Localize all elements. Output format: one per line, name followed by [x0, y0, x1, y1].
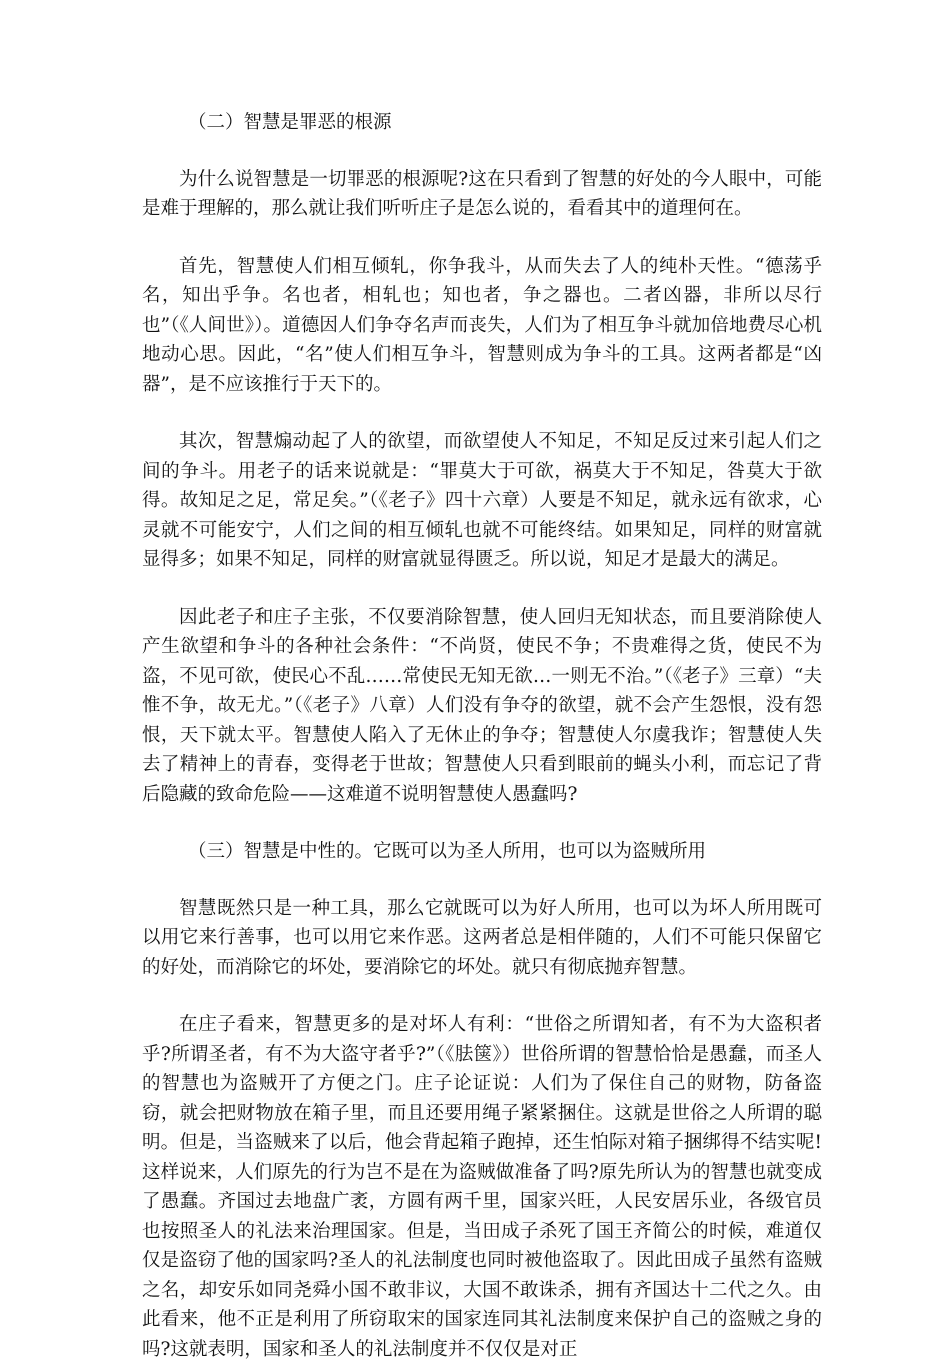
section-heading-3: （三）智慧是中性的。它既可以为圣人所用，也可以为盗贼所用 — [188, 841, 707, 862]
paragraph-5: 智慧既然只是一种工具，那么它就既可以为好人所用，也可以为坏人所用既可以用它来行善事，也可以用它来作恶。这两者总是相伴随的，人们不可能只保留它的好处，而消除它的坏处，要消除它的坏处。就只有彻底抛弃智慧。 — [142, 897, 822, 978]
paragraph-6: 在庄子看来，智慧更多的是对坏人有利：“世俗之所谓知者，有不为大盗积者乎?所谓圣者，有不为大盗守者乎?”（《胠箧》）世俗所谓的智慧恰恰是愚蠢，而圣人的智慧也为盗贼开了方便之门。庄子论证说：人们为了保住自己的财物，防备盗窃，就会把财物放在箱子里，而且还要用绳子紧紧捆住。这就是世俗之人所谓的聪明。但是，当盗贼来了以后，他会背起箱子跑掉，还生怕际对箱子捆绑得不结实呢!这样说来，人们原先的行为岂不是在为盗贼做准备了吗?原先所认为的智慧也就变成了愚蠢。齐国过去地盘广袤，方圆有两千里，国家兴旺，人民安居乐业，各级官员也按照圣人的礼法来治理国家。但是，当田成子杀死了国王齐简公的时候，难道仅仅是盗窃了他的国家吗?圣人的礼法制度也同时被他盗取了。因此田成子虽然有盗贼之名，却安乐如同尧舜小国不敢非议，大国不敢诛杀，拥有齐国达十二代之久。由此看来，他不正是利用了所窃取宋的国家连同其礼法制度来保护自己的盗贼之身的吗?这就表明，国家和圣人的礼法制度并不仅仅是对正 — [142, 1014, 822, 1360]
document-body — [142, 108, 822, 1364]
paragraph-3: 其次，智慧煽动起了人的欲望，而欲望使人不知足，不知足反过来引起人们之间的争斗。用老子的话来说就是：“罪莫大于可欲，祸莫大于不知足，咎莫大于欲得。故知足之足，常足矣。”（《老子》四十六章）人要是不知足，就永远有欲求，心灵就不可能安宁，人们之间的相互倾轧也就不可能终结。如果知足，同样的财富就显得多；如果不知足，同样的财富就显得匮乏。所以说，知足才是最大的满足。 — [142, 431, 822, 570]
paragraph-2: 首先，智慧使人们相互倾轧，你争我斗，从而失去了人的纯朴天性。“德荡乎名，知出乎争。名也者，相轧也；知也者，争之器也。二者凶器，非所以尽行也”（《人间世》）。道德因人们争夺名声而丧失，人们为了相互争斗就加倍地费尽心机地动心思。因此，“名”使人们相互争斗，智慧则成为争斗的工具。这两者都是“凶器”，是不应该推行于天下的。 — [142, 255, 822, 395]
paragraph-4: 因此老子和庄子主张，不仅要消除智慧，使人回归无知状态，而且要消除使人产生欲望和争斗的各种社会条件：“不尚贤，使民不争；不贵难得之货，使民不为盗，不见可欲，使民心不乱……常使民无知无欲…一则无不治。”（《老子》三章）“夫惟不争，故无尤。”（《老子》八章）人们没有争夺的欲望，就不会产生怨恨，没有怨恨，天下就太平。智慧使人陷入了无休止的争夺；智慧使人尔虞我诈；智慧使人失去了精神上的青春，变得老于世故；智慧使人只看到眼前的蝇头小利，而忘记了背后隐藏的致命危险——这难道不说明智慧使人愚蠢吗? — [142, 606, 822, 805]
section-heading-2: （二）智慧是罪恶的根源 — [188, 112, 392, 133]
paragraph-1: 为什么说智慧是一切罪恶的根源呢?这在只看到了智慧的好处的今人眼中，可能是难于理解的，那么就让我们听听庄子是怎么说的，看看其中的道理何在。 — [142, 168, 822, 219]
